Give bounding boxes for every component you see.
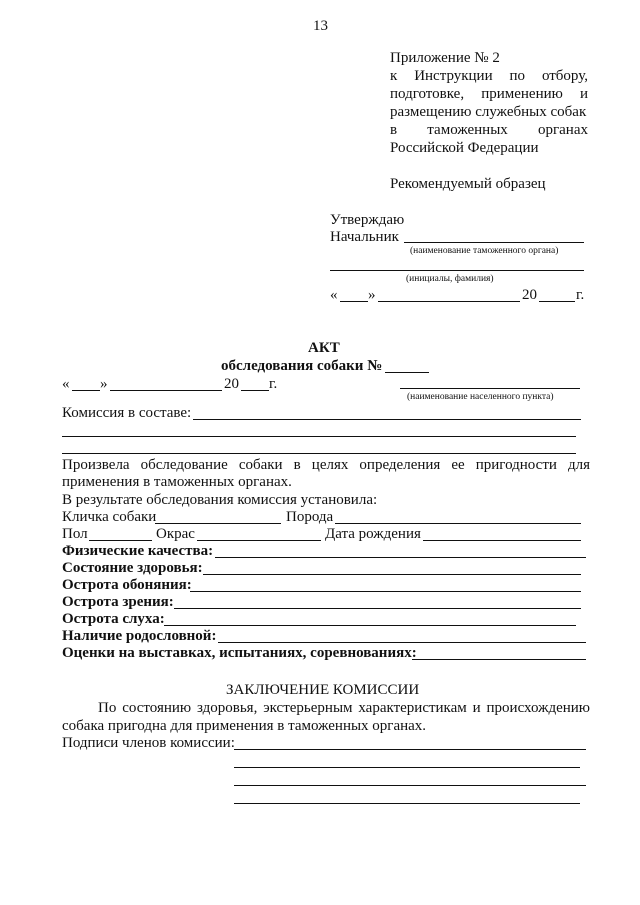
color-line[interactable]: [197, 540, 321, 541]
approval-year-suffix: г.: [576, 287, 585, 303]
approve-label: Утверждаю: [330, 212, 405, 228]
vision-line[interactable]: [174, 608, 581, 609]
sex-label: Пол: [62, 526, 88, 542]
act-year-suffix: г.: [269, 376, 278, 392]
appendix-line-5: Российской Федерации: [390, 140, 539, 156]
birth-date-label: Дата рождения: [325, 526, 421, 542]
approval-date-close-quote: »: [368, 287, 376, 303]
page-number: 13: [313, 18, 328, 34]
approval-year-prefix: 20: [522, 287, 537, 303]
dog-name-line[interactable]: [155, 523, 281, 524]
act-day-line[interactable]: [72, 390, 100, 391]
signature-line-3[interactable]: [234, 785, 586, 786]
org-name-line[interactable]: [404, 242, 584, 243]
pedigree-label: Наличие родословной:: [62, 628, 217, 644]
sex-line[interactable]: [89, 540, 152, 541]
act-date-open-quote: «: [62, 376, 70, 392]
commission-label: Комиссия в составе:: [62, 405, 192, 421]
result-text: В результате обследования комиссия установила:: [62, 492, 378, 508]
place-caption: (наименование населенного пункта): [407, 392, 554, 402]
color-label: Окрас: [156, 526, 195, 542]
approval-date-open-quote: «: [330, 287, 338, 303]
commission-line-3[interactable]: [62, 453, 576, 454]
birth-date-line[interactable]: [423, 540, 581, 541]
vision-label: Острота зрения:: [62, 594, 174, 610]
signature-line-1[interactable]: [234, 749, 586, 750]
signature-line-4[interactable]: [234, 803, 580, 804]
org-name-caption: (наименование таможенного органа): [410, 246, 559, 256]
signatures-label: Подписи членов комиссии:: [62, 735, 235, 751]
conclusion-text-line-1: По состоянию здоровья, экстерьерным характеристикам и происхождению: [98, 700, 590, 716]
approval-year-line[interactable]: [539, 301, 575, 302]
signature-line-2[interactable]: [234, 767, 580, 768]
dog-name-label: Кличка собаки: [62, 509, 157, 525]
pedigree-line[interactable]: [218, 642, 586, 643]
appendix-line-3: размещению служебных собак: [390, 104, 587, 120]
initials-caption: (инициалы, фамилия): [406, 274, 494, 284]
conclusion-title: ЗАКЛЮЧЕНИЕ КОМИССИИ: [226, 682, 420, 698]
act-year-prefix: 20: [224, 376, 239, 392]
appendix-line-1: к Инструкции по отбору,: [390, 68, 588, 84]
act-title: АКТ: [308, 340, 340, 356]
act-month-line[interactable]: [110, 390, 222, 391]
place-line[interactable]: [400, 388, 580, 389]
purpose-line-1: Произвела обследование собаки в целях определения ее пригодности для: [62, 457, 590, 473]
purpose-line-2: применения в таможенных органах.: [62, 474, 292, 490]
hearing-line[interactable]: [164, 625, 576, 626]
smell-line[interactable]: [190, 591, 581, 592]
health-label: Состояние здоровья:: [62, 560, 203, 576]
conclusion-text-line-2: собака пригодна для применения в таможенных органах.: [62, 718, 427, 734]
recommended-sample: Рекомендуемый образец: [390, 176, 546, 192]
commission-line-1[interactable]: [193, 419, 581, 420]
act-date-close-quote: »: [100, 376, 108, 392]
breed-label: Порода: [286, 509, 334, 525]
act-number-line[interactable]: [385, 372, 429, 373]
initials-line[interactable]: [330, 270, 584, 271]
appendix-line-2: подготовке, применению и: [390, 86, 588, 102]
appendix-title: Приложение № 2: [390, 50, 500, 66]
health-line[interactable]: [203, 574, 581, 575]
smell-label: Острота обоняния:: [62, 577, 192, 593]
appendix-line-4: в таможенных органах: [390, 122, 588, 138]
head-label: Начальник: [330, 229, 399, 245]
approval-day-line[interactable]: [340, 301, 368, 302]
hearing-label: Острота слуха:: [62, 611, 165, 627]
physical-label: Физические качества:: [62, 543, 214, 559]
scores-line[interactable]: [412, 659, 586, 660]
physical-line[interactable]: [215, 557, 586, 558]
commission-line-2[interactable]: [62, 436, 576, 437]
act-year-line[interactable]: [241, 390, 269, 391]
act-subtitle: обследования собаки №: [221, 358, 383, 374]
approval-month-line[interactable]: [378, 301, 520, 302]
breed-line[interactable]: [335, 523, 581, 524]
scores-label: Оценки на выставках, испытаниях, соревнованиях:: [62, 645, 417, 661]
